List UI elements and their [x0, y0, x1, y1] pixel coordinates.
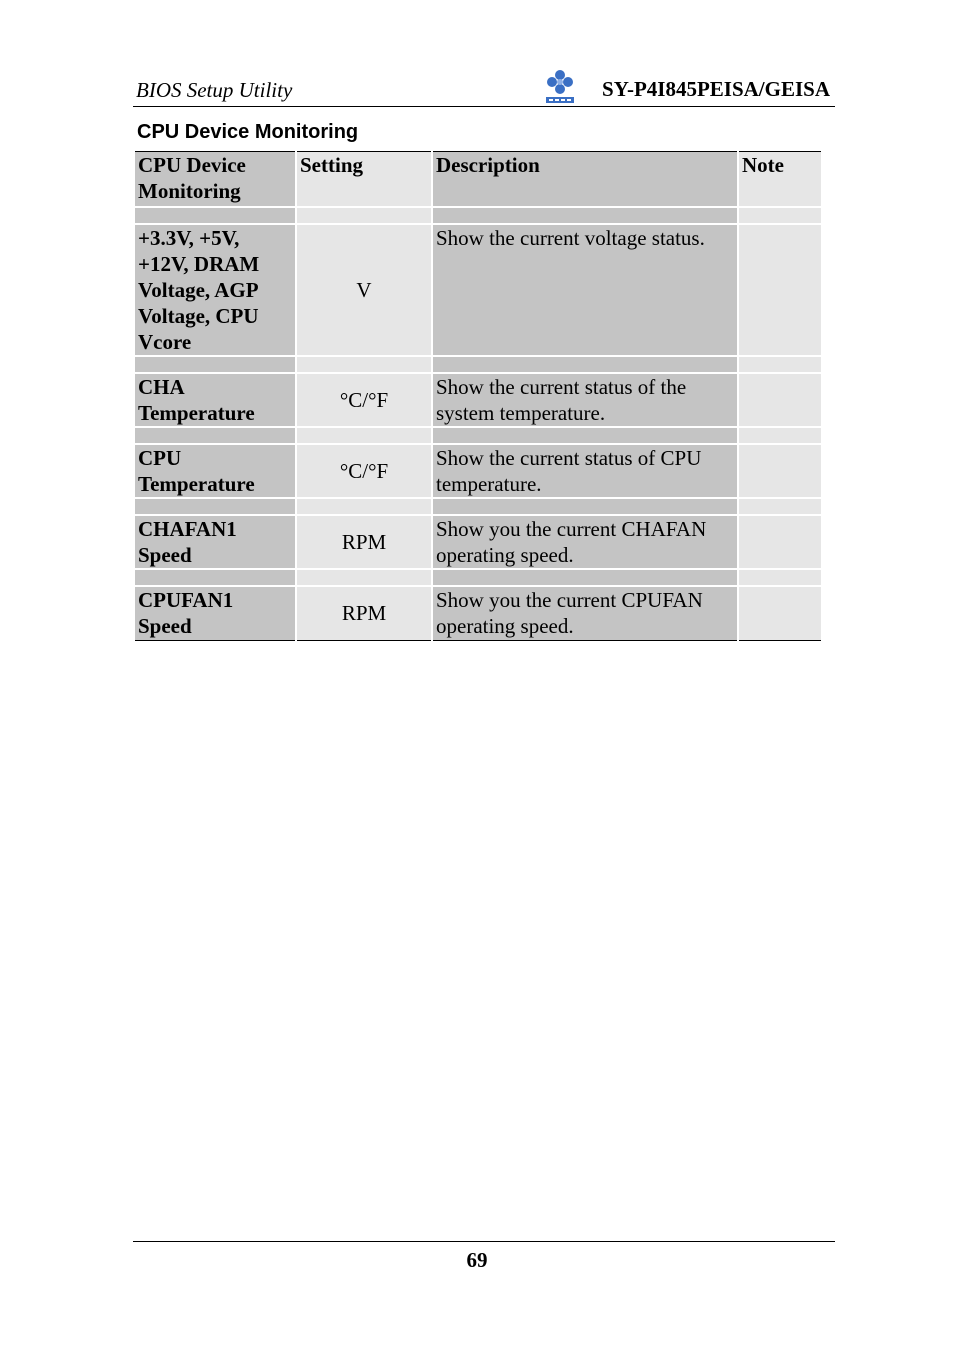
row-note: [738, 586, 822, 640]
table-spacer: [134, 207, 822, 224]
row-setting: °C/°F: [296, 373, 432, 427]
row-item: CHAFAN1 Speed: [134, 515, 296, 569]
row-setting: V: [296, 224, 432, 356]
column-header-setting: Setting: [296, 152, 432, 208]
row-description: Show the current status of the system temperature.: [432, 373, 738, 427]
row-item: CPUFAN1 Speed: [134, 586, 296, 640]
table-row: [134, 373, 822, 427]
settings-table: [133, 151, 823, 641]
row-item: +3.3V, +5V, +12V, DRAM Voltage, AGP Voltage, CPU Vcore: [134, 224, 296, 356]
row-description: Show the current status of CPU temperature.: [432, 444, 738, 498]
table-row: [134, 515, 822, 569]
row-setting: RPM: [296, 515, 432, 569]
table-spacer: [134, 569, 822, 586]
row-item: CPU Temperature: [134, 444, 296, 498]
row-setting: °C/°F: [296, 444, 432, 498]
column-header-item: CPU Device Monitoring: [134, 152, 296, 208]
soyo-logo-icon: [543, 69, 577, 105]
page-number: 69: [466, 1248, 488, 1272]
section-title: CPU Device Monitoring: [137, 121, 359, 143]
page-header: [133, 68, 835, 107]
row-note: [738, 515, 822, 569]
table-header-row: [134, 152, 822, 208]
header-title: BIOS Setup Utility: [136, 78, 293, 102]
header-model: SY-P4I845PEISA/GEISA: [602, 77, 830, 101]
table-row: [134, 224, 822, 356]
table-row: [134, 444, 822, 498]
table-spacer: [134, 356, 822, 373]
column-header-note: Note: [738, 152, 822, 208]
row-item: CHA Temperature: [134, 373, 296, 427]
table-spacer: [134, 498, 822, 515]
row-description: Show you the current CPUFAN operating speed.: [432, 586, 738, 640]
row-description: Show you the current CHAFAN operating speed.: [432, 515, 738, 569]
footer-divider: [133, 1241, 835, 1242]
table-spacer: [134, 427, 822, 444]
row-note: [738, 224, 822, 356]
row-setting: RPM: [296, 586, 432, 640]
row-note: [738, 373, 822, 427]
row-description: Show the current voltage status.: [432, 224, 738, 356]
table-row: [134, 586, 822, 640]
column-header-description: Description: [432, 152, 738, 208]
row-note: [738, 444, 822, 498]
